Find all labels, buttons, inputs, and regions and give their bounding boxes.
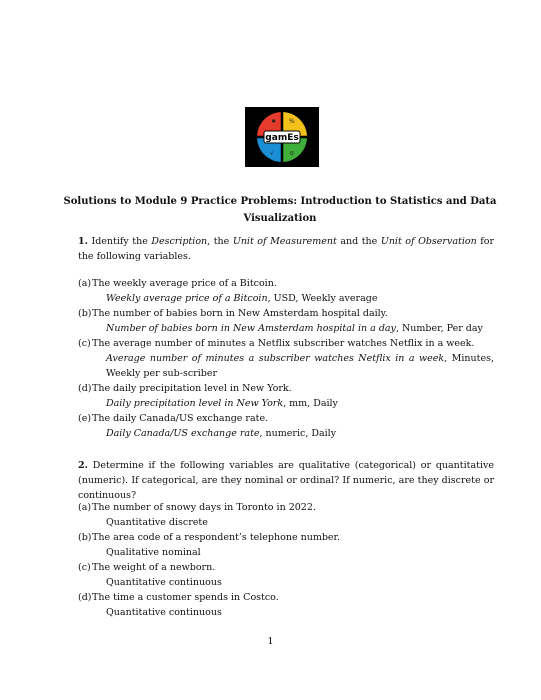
question-1-prompt: 1. Identify the Description, the Unit of Measurement and the Unit of Observation for the following variables. xyxy=(78,236,494,262)
logo-text: gamEs xyxy=(265,133,299,143)
games-logo xyxy=(245,107,319,167)
list-item: (a) The weekly average price of a Bitcoin. Weekly average price of a Bitcoin, USD, Weekly average xyxy=(78,276,494,306)
list-item: (d) The time a customer spends in Costco. Quantitative continuous xyxy=(78,590,494,620)
answer: Quantitative continuous xyxy=(106,577,222,588)
answer: Qualitative nominal xyxy=(106,547,201,558)
svg-text:♠: ♠ xyxy=(271,118,277,125)
answer: Quantitative continuous xyxy=(106,607,222,618)
list-item: (d) The daily precipitation level in New York. Daily precipitation level in New York, mm, Daily xyxy=(78,381,494,411)
page-number: 1 xyxy=(267,636,274,647)
list-item: (b) The number of babies born in New Amsterdam hospital daily. Number of babies born in New Amsterdam hospital in a day, Number, Per day xyxy=(78,306,494,336)
list-item: (a) The number of snowy days in Toronto in 2022. Quantitative discrete xyxy=(78,500,494,530)
question-2-items xyxy=(78,500,494,620)
list-item: (c) The average number of minutes a Netflix subscriber watches Netflix in a week. Average number of minutes a subscriber watches Netflix in a week, Minutes, Weekly per sub-scriber xyxy=(78,338,495,379)
question-2-prompt: 2. Determine if the following variables are qualitative (categorical) or quantitative (numeric). If categorical, are they nominal or ordinal? If numeric, are they discrete or continuous? xyxy=(78,460,494,501)
svg-text:σ: σ xyxy=(290,150,294,157)
svg-text:%: % xyxy=(289,118,295,125)
svg-text:√: √ xyxy=(270,150,274,157)
answer: Quantitative discrete xyxy=(106,517,208,528)
page-title: Solutions to Module 9 Practice Problems: Introduction to Statistics and Data Visualization xyxy=(63,196,497,224)
question-2 xyxy=(78,458,494,503)
answer: Daily Canada/US exchange rate, numeric, Daily xyxy=(106,428,337,439)
list-item: (c) The weight of a newborn. Quantitative continuous xyxy=(78,560,494,590)
list-item: (e) The daily Canada/US exchange rate. Daily Canada/US exchange rate, numeric, Daily xyxy=(78,411,494,441)
list-item: (b) The area code of a respondent’s telephone number. Qualitative nominal xyxy=(78,530,494,560)
question-1 xyxy=(78,234,494,264)
answer: Daily precipitation level in New York, mm, Daily xyxy=(106,398,338,409)
answer: Weekly average price of a Bitcoin, USD, Weekly average xyxy=(106,293,378,304)
question-1-items xyxy=(78,276,494,441)
answer: Average number of minutes a subscriber watches Netflix in a week, Minutes, Weekly per sub-scriber xyxy=(106,353,495,379)
answer: Number of babies born in New Amsterdam hospital in a day, Number, Per day xyxy=(106,323,483,334)
